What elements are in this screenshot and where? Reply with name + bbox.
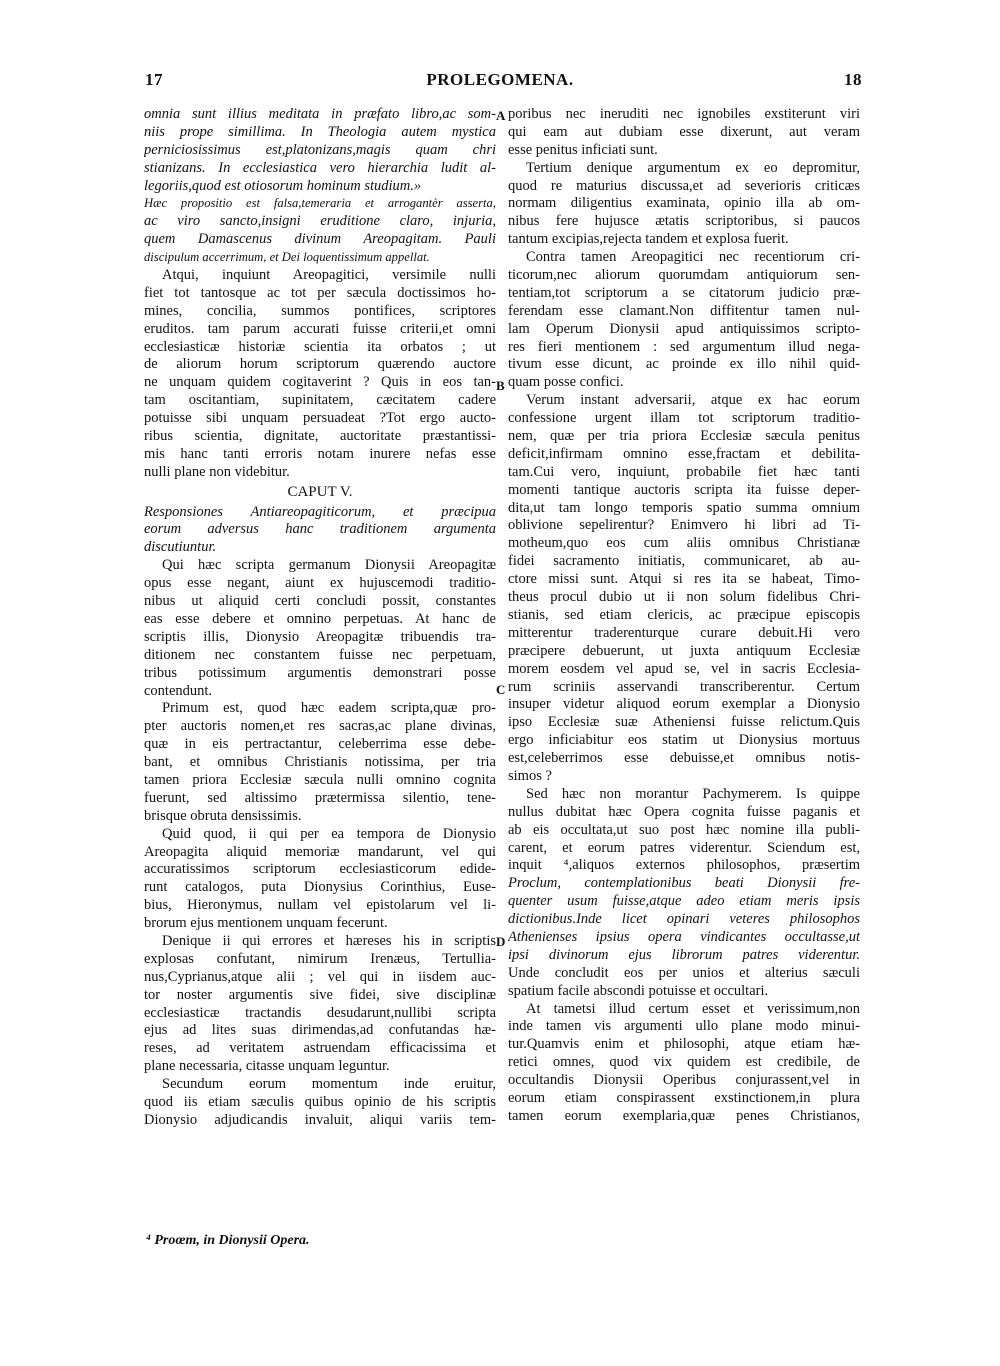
- text-line: tam oscitantiam, supinitatem, cæcitatem cadere: [144, 392, 496, 409]
- text-line: ticorum,nec aliorum quorumdam antiquiorum sen-: [508, 267, 860, 284]
- text-line: ab eis occultata,ut suo post hæc nomine illa publi-: [508, 821, 860, 838]
- text-line: fiet tot tantosque ac tot per sæcula doctissimos ho-: [144, 284, 496, 301]
- text-line: esse penitus inficiati sunt.: [508, 141, 658, 158]
- text-line: insuper videtur aliquod eorum exemplar a Dionysio: [508, 696, 860, 713]
- text-line: Denique ii qui errores et hæreses his in scriptis: [162, 932, 496, 949]
- text-line: nibus ut aliquid certi concludi possit, constantes: [144, 593, 496, 610]
- text-line: Quid quod, ii qui per ea tempora de Dionysio: [162, 825, 496, 842]
- text-line: Primum est, quod hæc eadem scripta,quæ pro-: [162, 700, 496, 717]
- text-line: quam posse confici.: [508, 374, 624, 391]
- text-line: brorum ejus mentionem unquam fecerunt.: [144, 915, 388, 932]
- text-line: opus esse negant, aiunt ex hujuscemodi traditio-: [144, 575, 496, 592]
- text-line: Proclum, contemplationibus beati Dionysii fre-: [508, 875, 860, 892]
- text-line: lam Operum Dionysii apud antiquissimos scripto-: [508, 320, 860, 337]
- text-line: reses, ad veritatem astruendam efficacissima et: [144, 1040, 496, 1057]
- text-line: Areopagita aliquid memoriæ mandarunt, vel qui: [144, 843, 496, 860]
- margin-marker-c: C: [496, 682, 506, 697]
- text-line: ipso Ecclesiæ suæ Atheniensi fuisse relictum.Quis: [508, 714, 860, 731]
- text-line: est,celeberrimos esse debuisse,et omnibus notis-: [508, 750, 860, 767]
- text-line: mitterentur traderenturque curare debuit.Hi vero: [508, 624, 860, 641]
- text-line: Hæc propositio est falsa,temeraria et arrogantèr asserta,: [144, 196, 496, 211]
- text-line: plane necessaria, citasse unquam leguntur.: [144, 1058, 390, 1075]
- footnote: ⁴ Proœm, in Dionysii Opera.: [146, 1233, 310, 1248]
- text-line: ejus ad lites suas dirimendas,ad confutandas hæ-: [144, 1022, 496, 1039]
- text-line: At tametsi illud certum esset et verissimum,non: [526, 1000, 860, 1017]
- text-line: res fieri mentionem : sed argumentum illud nega-: [508, 338, 860, 355]
- text-line: ipsi divinorum ejus librorum patres viderentur.: [508, 946, 860, 963]
- text-line: eas esse debere et omnino perpetuas. At hanc de: [144, 610, 496, 627]
- text-line: tor noster argumentis sive fidei, sive disciplinæ: [144, 986, 496, 1003]
- text-line: perniciosissimus est,platonizans,magis quam chri: [144, 141, 496, 158]
- text-line: nullus dubitat hæc Opera cognita fuisse paganis et: [508, 803, 860, 820]
- text-line: quod re maturius discussa,et ad severioris criticæs: [508, 177, 860, 194]
- text-line: tivum esse dicunt, ac proinde ex illo nihil quid-: [508, 356, 860, 373]
- left-column: [144, 106, 496, 1130]
- text-line: spatium facile abscondi potuisse et occultari.: [508, 982, 769, 999]
- text-line: Responsiones Antiareopagiticorum, et præcipua: [144, 503, 496, 520]
- text-line: ergo inficiabitur eos statim ut Dionysius mortuus: [508, 732, 860, 749]
- text-line: ecclesiasticæ historiæ scientia ita orbatos ; ut: [144, 338, 496, 355]
- text-line: potuisse sibi unquam persuadeat ?Tot ergo aucto-: [144, 410, 496, 427]
- text-line: præcipere debuerunt, ut juxta antiquum Ecclesiæ: [508, 642, 860, 659]
- text-line: runt catalogos, puta Dionysius Corinthius, Euse-: [144, 879, 496, 896]
- text-line: explosas confutant, nimirum Irenæus, Tertullia-: [144, 950, 496, 967]
- margin-marker-d: D: [496, 934, 506, 949]
- text-line: quenter usum fuisse,atque adeo etiam meris ipsis: [508, 893, 860, 910]
- text-line: Verum instant adversarii, atque ex hac eorum: [526, 392, 860, 409]
- text-line: tamen priora Ecclesiæ sæcula nulli omnino cognita: [144, 771, 496, 788]
- text-line: poribus nec ineruditi nec ignobiles exstiterunt viri: [508, 106, 860, 122]
- text-line: brisque obruta densissimis.: [144, 807, 302, 824]
- text-line: momenti tantique auctoris scripta ita fuisse deper-: [508, 481, 860, 498]
- page-number-left: 17: [145, 70, 163, 89]
- text-line: de aliorum horum scriptorum quærendo auctore: [144, 356, 496, 373]
- text-line: dictionibus.Inde licet opinari veteres philosophos: [508, 911, 860, 928]
- margin-marker-b: B: [496, 378, 505, 393]
- text-line: tribus potissimum argumentis demonstrari posse: [144, 664, 496, 681]
- text-line: ferendam esse clamant.Non diffitentur tamen nul-: [508, 302, 860, 319]
- text-line: Athenienses ipsius opera vindicantes occultasse,ut: [508, 928, 860, 945]
- text-line: omnia sunt illius meditata in præfato libro,ac som-: [144, 106, 496, 122]
- text-line: nus,Cyprianus,atque alii ; vel qui in iisdem auc-: [144, 968, 496, 985]
- text-line: nibus fere hujusce ætatis scriptoribus, si paucos: [508, 213, 860, 230]
- margin-marker-a: A: [496, 108, 506, 123]
- text-line: inquit ⁴,aliquos externos philosophos, præsertim: [508, 857, 860, 874]
- text-line: tentiam,tot scriptorum a se citatorum judicio præ-: [508, 284, 860, 301]
- text-line: accuratissimos scriptorum ecclesiasticorum edide-: [144, 861, 496, 878]
- page-number-right: 18: [844, 70, 862, 89]
- text-line: quod iis etiam sæculis quibus opinio de his scriptis: [144, 1093, 496, 1110]
- text-line: oblivione sepelirentur? Enimvero hi libri ad Ti-: [508, 517, 860, 534]
- text-line: fuerunt, sed altissimo prætermissa silentio, tene-: [144, 789, 496, 806]
- text-line: simos ?: [508, 767, 552, 784]
- text-line: eorum etiam conspirassent exstinctionem,in plura: [508, 1089, 860, 1106]
- text-line: occultandis Dionysii Operibus conjurassent,vel in: [508, 1072, 860, 1089]
- text-line: Unde concludit eos per unios et alterius sæculi: [508, 964, 860, 981]
- text-line: Qui hæc scripta germanum Dionysii Areopagitæ: [162, 557, 496, 574]
- text-line: tam.Cui vero, inquiunt, probabile fiet hæc tanti: [508, 463, 860, 480]
- text-line: bius, Hieronymus, nullam vel epistolarum vel li-: [144, 897, 496, 914]
- text-line: rum scriniis asservandi transcriberentur. Certum: [508, 678, 860, 695]
- text-line: ecclesiasticæ tractandis desudarunt,nullibi scripta: [144, 1004, 496, 1021]
- text-line: morem eosdem vel apud se, vel in sacris Ecclesia-: [508, 660, 860, 677]
- text-line: ctore missi sunt. Atqui si res ita se habeat, Timo-: [508, 571, 860, 588]
- text-line: Sed hæc non morantur Pachymerem. Is quippe: [526, 785, 860, 802]
- text-line: stianizans. In ecclesiastica vero hierarchia ludit al-: [144, 159, 496, 176]
- text-line: tantum excipias,rejecta tandem et explosa fuerit.: [508, 231, 789, 248]
- text-line: dita,ut tam longo temporis spatio summa omnium: [508, 499, 860, 516]
- text-line: contendunt.: [144, 682, 213, 699]
- text-line: normam diligentius examinata, opinio illa ab om-: [508, 195, 860, 212]
- text-line: nulli plane non videbitur.: [144, 463, 290, 480]
- text-line: niis prope simillima. In Theologia autem mystica: [144, 123, 496, 140]
- text-line: carent, et eorum patres viderentur. Sciendum est,: [508, 839, 860, 856]
- text-line: legoriis,quod est otiosorum hominum studium.»: [144, 177, 422, 194]
- text-line: inde tamen vis argumenti ullo plane modo minui-: [508, 1018, 860, 1035]
- text-line: CAPUT V.: [287, 483, 353, 500]
- running-title: PROLEGOMENA.: [426, 70, 574, 89]
- text-line: Contra tamen Areopagitici nec recentiorum cri-: [526, 249, 860, 266]
- text-line: fidei sacramento initiatis, communicaret, ab au-: [508, 553, 860, 570]
- text-line: ribus scientia, dignitate, auctoritate præstantissi-: [144, 428, 496, 445]
- text-line: motheum,quo eos cum aliis omnibus Christianæ: [508, 535, 860, 552]
- text-line: eorum adversus hanc traditionem argumenta: [144, 521, 496, 538]
- text-line: mines, concilia, summos pontifices, scriptores: [144, 302, 496, 319]
- right-column: [508, 106, 860, 1126]
- text-line: retici omnes, quod vix quidem est credibile, de: [508, 1054, 860, 1071]
- text-line: quæ in eis pertractantur, celeberrima esse debe-: [144, 736, 496, 753]
- text-line: ac viro sancto,insigni eruditione claro, injuria,: [144, 213, 496, 230]
- text-line: Dionysio adjudicandis invaluit, aliqui variis tem-: [144, 1111, 496, 1128]
- text-line: Secundum eorum momentum inde eruitur,: [162, 1076, 496, 1093]
- text-line: theus procul dubio ut ii non solum fidelibus Chri-: [508, 589, 860, 606]
- text-line: nem, quæ per tria priora Ecclesiæ sæcula penitus: [508, 428, 860, 445]
- text-line: quem Damascenus divinum Areopagitam. Pauli: [144, 231, 496, 248]
- text-line: Atqui, inquiunt Areopagitici, versimile nulli: [162, 267, 496, 284]
- text-line: stianis, sed etiam clericis, ac præcipue episcopis: [508, 606, 860, 623]
- text-line: discutiuntur.: [144, 539, 217, 556]
- text-line: pter auctoris nomen,et res sacras,ac plane divinas,: [144, 718, 496, 735]
- text-line: deficit,infirmam omnino esse,fractam et debilita-: [508, 445, 860, 462]
- text-line: confessione urgent illam tot scriptorum traditio-: [508, 410, 860, 427]
- text-line: ditionem nec constantem fuisse nec perpetuam,: [144, 646, 496, 663]
- text-line: Tertium denique argumentum ex eo depromitur,: [526, 159, 860, 176]
- text-line: tur.Quamvis enim et philosophi, atque etiam hæ-: [508, 1036, 860, 1053]
- text-line: ne unquam quidem cogitaverint ? Quis in eos tan-: [144, 374, 496, 391]
- text-line: qui eam aut dubiam esse dixerunt, aut veram: [508, 123, 860, 140]
- text-line: tamen eorum exemplaria,quæ penes Christianos,: [508, 1107, 860, 1124]
- text-line: scriptis illis, Dionysio Areopagitæ tribuendis tra-: [144, 628, 496, 645]
- text-line: mis hanc tanti erroris notam inurere nefas esse: [144, 445, 496, 462]
- text-line: eruditos. tam parum accurati fuisse criterii,et omni: [144, 320, 496, 337]
- text-line: bant, et omnibus Christianis notissima, per tria: [144, 754, 496, 771]
- text-line: discipulum accerrimum, et Dei loquentissimum appellat.: [144, 250, 430, 265]
